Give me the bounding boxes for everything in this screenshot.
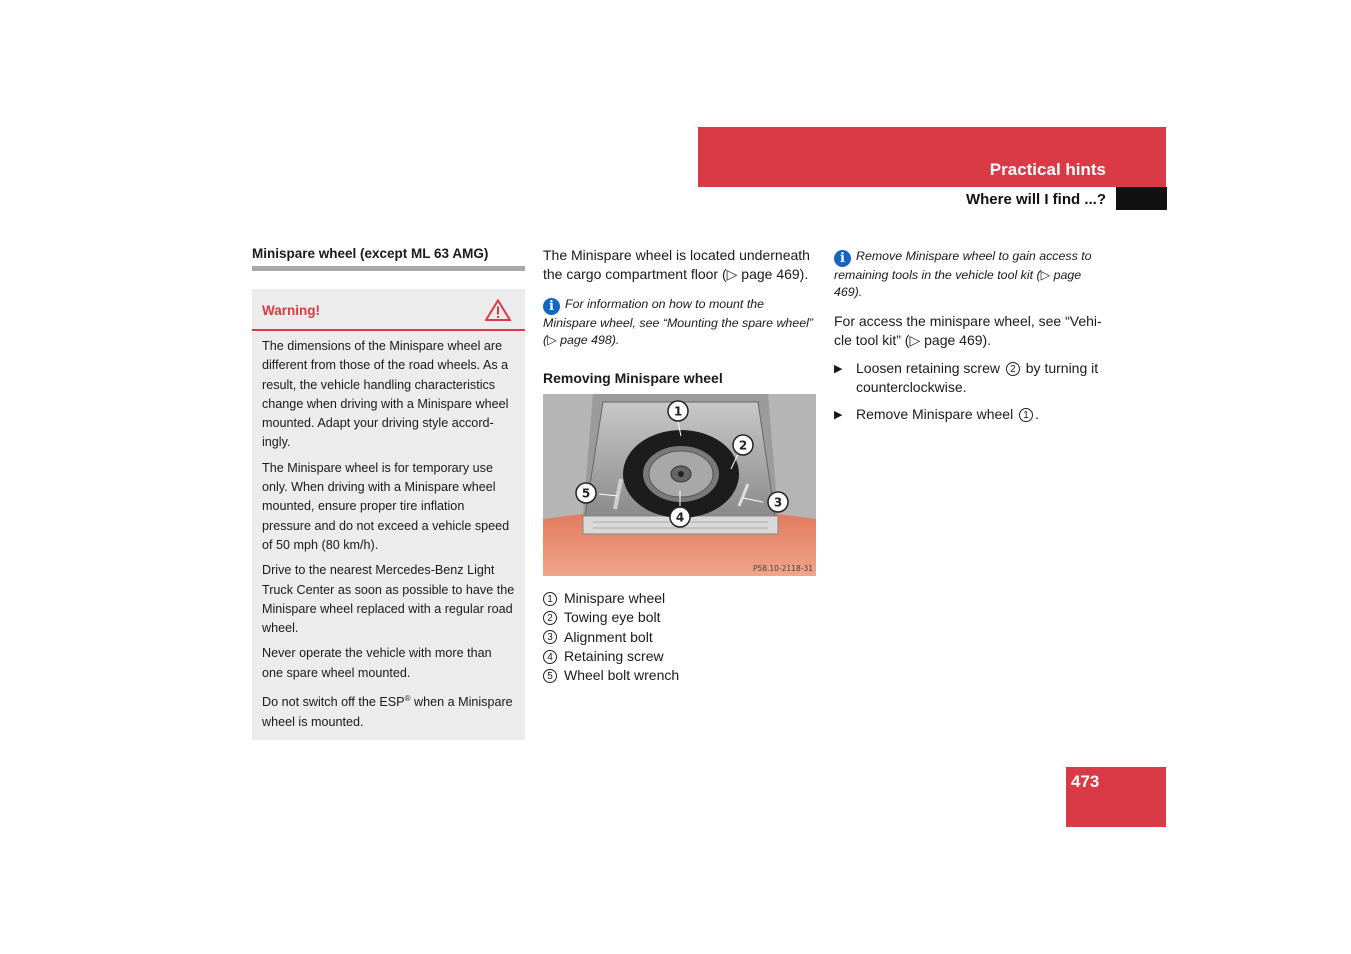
photo-legend bbox=[543, 589, 816, 685]
legend-item bbox=[543, 628, 816, 647]
registered-mark: ® bbox=[404, 694, 411, 704]
step-number: 2 bbox=[1006, 362, 1020, 376]
tool-kit-info-text: Remove Minispare wheel to gain access to remaining tools in the vehicle tool kit (▷ page 469). bbox=[834, 249, 1092, 299]
svg-text:3: 3 bbox=[773, 495, 783, 510]
legend-number: 1 bbox=[543, 592, 557, 606]
legend-item bbox=[543, 589, 816, 608]
mount-info bbox=[543, 296, 816, 349]
callout-1 bbox=[668, 401, 688, 421]
step-text-before: Remove Minispare wheel bbox=[856, 406, 1014, 423]
legend-number: 5 bbox=[543, 669, 557, 683]
legend-label: Retaining screw bbox=[564, 647, 664, 664]
section-title: Where will I find ...? bbox=[965, 191, 1106, 208]
svg-text:4: 4 bbox=[675, 510, 685, 525]
step-remove-wheel bbox=[834, 405, 1109, 425]
legend-item bbox=[543, 666, 816, 685]
mount-info-text: For information on how to mount the Minispare wheel, see “Mounting the spare wheel” (▷ page 498). bbox=[543, 297, 813, 348]
info-icon: i bbox=[543, 298, 560, 315]
middle-column bbox=[543, 246, 816, 685]
svg-text:5: 5 bbox=[581, 486, 591, 501]
svg-text:1: 1 bbox=[673, 404, 683, 419]
access-text: For access the minispare wheel, see “Vehi-cle tool kit” (▷ page 469). bbox=[834, 312, 1102, 348]
callout-5 bbox=[576, 483, 596, 503]
legend-label: Alignment bolt bbox=[564, 628, 653, 645]
callout-2 bbox=[733, 435, 753, 455]
legend-item bbox=[543, 647, 816, 666]
esp-text-before: Do not switch off the ESP bbox=[262, 695, 405, 710]
step-text bbox=[856, 359, 1109, 397]
warning-paragraph: Drive to the nearest Mercedes-Benz Light Truck Center as soon as possible to have the Minispare wheel replaced with a regular road wheel. bbox=[262, 563, 515, 636]
step-text bbox=[856, 405, 1039, 425]
triangle-bullet-icon: ▶ bbox=[834, 363, 843, 375]
removing-subheading: Removing Minispare wheel bbox=[543, 370, 723, 386]
step-text-after: by turning it counterclockwise. bbox=[856, 360, 1099, 396]
step-text-after: . bbox=[1035, 406, 1039, 423]
warning-box bbox=[252, 289, 525, 740]
legend-label: Wheel bolt wrench bbox=[564, 667, 680, 684]
warning-paragraph: Never operate the vehicle with more than one spare wheel mounted. bbox=[262, 646, 492, 680]
legend-item bbox=[543, 608, 816, 627]
legend-label: Minispare wheel bbox=[564, 590, 666, 606]
warning-title: Warning! bbox=[262, 302, 320, 318]
chapter-title: Practical hints bbox=[989, 160, 1106, 179]
photo-code: P58.10-2118-31 bbox=[752, 564, 813, 573]
triangle-bullet-icon: ▶ bbox=[834, 409, 843, 422]
minispare-heading: Minispare wheel (except ML 63 AMG) bbox=[252, 246, 525, 271]
step-number: 1 bbox=[1019, 408, 1033, 422]
location-text: The Minispare wheel is located underneath the cargo compartment floor (▷ page 469). bbox=[543, 247, 810, 283]
warning-header bbox=[252, 289, 525, 331]
svg-text:2: 2 bbox=[738, 438, 748, 453]
info-icon: i bbox=[834, 250, 851, 267]
section-tab bbox=[1116, 187, 1167, 210]
warning-triangle-icon bbox=[485, 299, 511, 321]
warning-paragraph: The dimensions of the Minispare wheel are different from those of the road wheels. As a result, the vehicle handling characteristics change when driving with a Minispare wheel mounted. Adapt your driving style accord-ingly. bbox=[262, 339, 509, 450]
cargo-compartment-illustration bbox=[543, 394, 816, 576]
step-loosen-screw bbox=[834, 359, 1109, 397]
callout-3 bbox=[768, 492, 788, 512]
spare-wheel-photo bbox=[543, 394, 816, 576]
legend-number: 3 bbox=[543, 630, 557, 644]
right-column bbox=[834, 246, 1109, 426]
warning-paragraph-esp bbox=[252, 683, 525, 732]
page-number: 473 bbox=[1071, 772, 1100, 791]
warning-paragraph: The Minispare wheel is for temporary use only. When driving with a Minispare wheel mounted, ensure proper tire inflation pressure and do not exceed a vehicle speed of 50 mph (80 km/h). bbox=[262, 460, 510, 552]
tool-kit-info bbox=[834, 248, 1109, 301]
step-text-before: Loosen retaining screw bbox=[856, 360, 1000, 376]
left-column bbox=[252, 246, 525, 740]
esp-text-after: when a Minispare wheel is mounted. bbox=[262, 695, 513, 729]
legend-label: Towing eye bolt bbox=[564, 609, 661, 626]
callout-4 bbox=[670, 507, 690, 527]
legend-number: 4 bbox=[543, 650, 557, 664]
legend-number: 2 bbox=[543, 611, 557, 625]
